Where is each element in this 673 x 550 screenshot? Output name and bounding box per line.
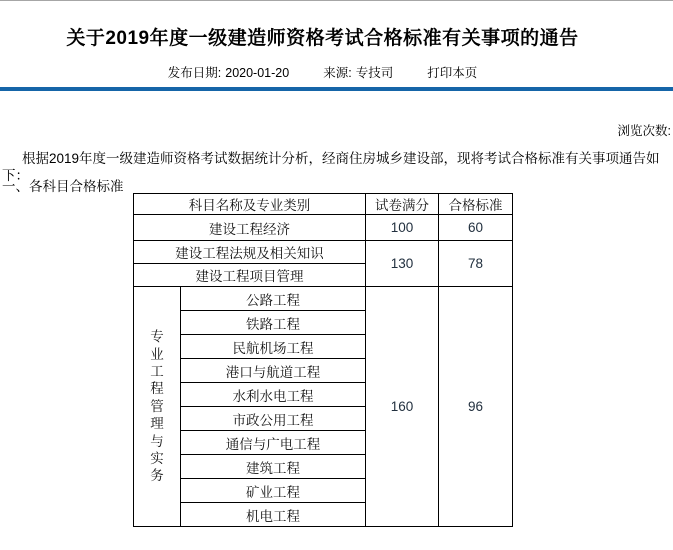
print-page-link[interactable]: 打印本页 [427,66,478,80]
subject-cell: 机电工程 [181,503,366,527]
pass-score-cell: 96 [439,287,513,527]
subject-cell: 建筑工程 [181,455,366,479]
subject-cell: 民航机场工程 [181,335,366,359]
subject-cell: 水利水电工程 [181,383,366,407]
top-divider-line [0,0,673,1]
subject-cell: 市政公用工程 [181,407,366,431]
table-header-row [134,194,513,215]
pass-score-cell: 78 [439,241,513,287]
page-title: 关于2019年度一级建造师资格考试合格标准有关事项的通告 [66,28,579,49]
intro-paragraph: 根据2019年度一级建造师资格考试数据统计分析，经商住房城乡建设部，现将考试合格标准有关事项通告如下： [2,151,660,183]
subject-cell: 通信与广电工程 [181,431,366,455]
full-score-cell: 160 [366,287,439,527]
full-score-cell: 100 [366,215,439,241]
header-cell-full-score: 试卷满分 [366,194,439,215]
specialty-group-cell [134,287,181,527]
subject-cell: 建设工程经济 [134,215,366,241]
table-row [134,215,513,241]
source [323,63,393,81]
subject-cell: 公路工程 [181,287,366,311]
blue-divider-line [0,87,673,91]
section-heading: 一、各科目合格标准 [2,179,124,194]
subject-cell: 港口与航道工程 [181,359,366,383]
table-row [134,287,513,311]
header-cell-subject: 科目名称及专业类别 [134,194,366,215]
pass-score-cell: 60 [439,215,513,241]
full-score-cell: 130 [366,241,439,287]
views-counter: 浏览次数: [617,124,671,138]
subject-cell: 建设工程项目管理 [134,264,366,287]
specialty-group-label: 专业工程管理与实务 [150,329,164,484]
publish-date-value: 2020-01-20 [225,66,290,80]
table-row [134,241,513,264]
source-value: 专技司 [355,66,394,80]
subject-cell: 矿业工程 [181,479,366,503]
subject-cell: 铁路工程 [181,311,366,335]
publish-date [168,63,289,81]
source-label: 来源: [323,66,352,80]
publish-date-label: 发布日期: [167,66,222,80]
pass-standard-table [133,193,513,527]
header-cell-pass-score: 合格标准 [439,194,513,215]
article-meta-bar [0,63,645,81]
subject-cell: 建设工程法规及相关知识 [134,241,366,264]
